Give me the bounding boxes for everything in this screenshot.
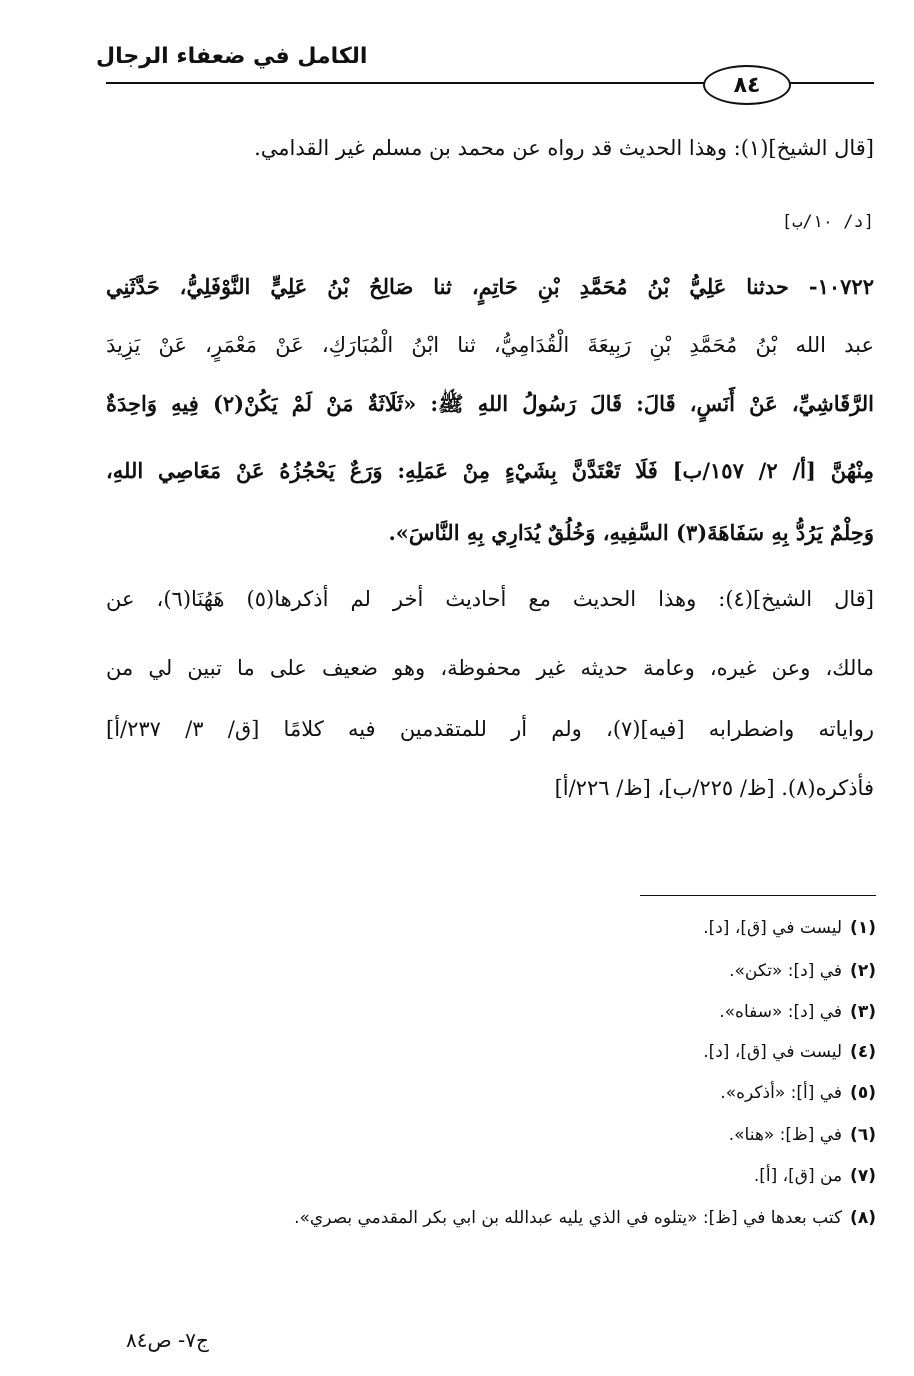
page-number-badge: ٨٤ [703,65,791,105]
footnote-number: (١) [850,918,876,938]
commentary-line-4: فأذكره(٨). [ظ/ ٢٢٥/ب]، [ظ/ ٢٢٦/أ] [554,776,874,800]
footnote-number: (٣) [850,1002,876,1022]
footnote-number: (٦) [850,1125,876,1145]
footnote-number: (٢) [850,961,876,981]
footnote-text: ليست في [ق]، [د]. [703,1042,843,1062]
footnote-number: (٨) [850,1208,876,1228]
footnote-number: (٥) [850,1083,876,1103]
footnote-2 [729,961,876,981]
commentary-line-3: رواياته واضطرابه [فيه](٧)، ولم أر للمتقدمين فيه كلامًا [ق/ ٣/ ٢٣٧/أ] [106,717,874,741]
hadith-line-5: وَحِلْمٌ يَرُدُّ بِهِ سَفَاهَةَ(٣) السَّفِيهِ، وَخُلُقٌ يُدَارِي بِهِ النَّاسَ». [388,520,874,545]
footnote-text: من [ق]، [أ]. [753,1166,843,1186]
footnote-text: في [د]: «تكن». [729,961,843,981]
footnote-4 [703,1042,876,1062]
footnote-rule [640,895,876,896]
footnote-1 [703,918,876,938]
volume-page-footer: ج٧- ص٨٤ [126,1328,209,1352]
footnote-text: ليست في [ق]، [د]. [703,918,843,938]
footnote-7 [754,1166,876,1186]
footnote-6 [729,1125,876,1145]
book-title: الكامل في ضعفاء الرجال [96,44,368,69]
commentary-line-1: [قال الشيخ](٤): وهذا الحديث مع أحاديث أخر لم أذكرها(٥) هَهُنَا(٦)، عن [106,587,874,611]
footnote-8 [294,1208,876,1228]
hadith-line-2: عبد الله بْنُ مُحَمَّدِ بْنِ رَبِيعَةَ الْقُدَامِيُّ، ثنا ابْنُ الْمُبَارَكِ، عَنْ مَعْمَرٍ، عَنْ يَزِيدَ [106,333,874,357]
commentary-line-2: مالك، وعن غيره، وعامة حديثه غير محفوظة، وهو ضعيف على ما تبين لي من [106,656,874,680]
footnote-number: (٤) [850,1042,876,1062]
hadith-line-3: الرَّقَاشِيِّ، عَنْ أَنَسٍ، قَالَ: قَالَ رَسُولُ اللهِ ﷺ: «ثَلَاثَةٌ مَنْ لَمْ يَكُنْ(٢) فِيهِ وَاحِدَةٌ [106,391,874,416]
footnote-3 [719,1002,876,1022]
manuscript-ref: [د/ ١٠/ب] [781,212,874,232]
hadith-line-4: مِنْهُنَّ [أ/ ٢/ ١٥٧/ب] فَلَا تَعْتَدَّنَّ بِشَيْءٍ مِنْ عَمَلِهِ: وَرَعٌ يَحْجُزُهُ عَنْ مَعَاصِي اللهِ، [106,458,874,483]
footnote-text: في [أ]: «أذكره». [720,1083,843,1103]
footnote-number: (٧) [850,1166,876,1186]
footnote-5 [720,1083,876,1103]
footnote-text: كتب بعدها في [ظ]: «يتلوه في الذي يليه عبدالله بن ابي بكر المقدمي بصري». [294,1208,843,1228]
paragraph-line-1: [قال الشيخ](١): وهذا الحديث قد رواه عن محمد بن مسلم غير القدامي. [254,136,874,160]
footnote-text: في [ظ]: «هنا». [728,1125,843,1145]
hadith-line-1: ١٠٧٢٢- حدثنا عَلِيُّ بْنُ مُحَمَّدِ بْنِ حَاتِمٍ، ثنا صَالِحُ بْنُ عَلِيٍّ النَّوْفَلِيُّ، حَدَّثَنِي [106,274,874,299]
footnote-text: في [د]: «سفاه». [719,1002,843,1022]
